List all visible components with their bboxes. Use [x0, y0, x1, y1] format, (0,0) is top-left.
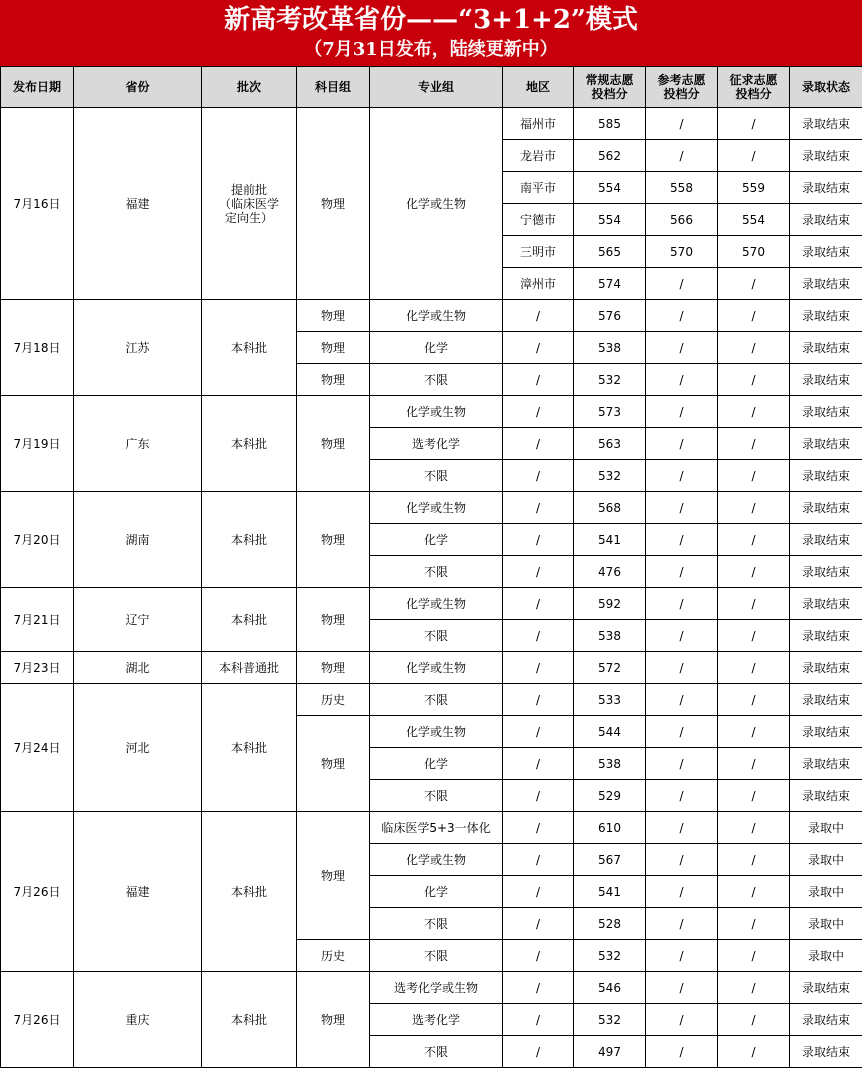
cell-region: /	[503, 1004, 574, 1036]
cell-solicit-score: /	[718, 364, 790, 396]
cell-status: 录取结束	[790, 684, 862, 716]
cell-reference-score: /	[646, 524, 718, 556]
cell-status: 录取结束	[790, 108, 862, 140]
cell-date: 7月16日	[1, 108, 74, 300]
header-batch: 批次	[202, 67, 297, 108]
cell-solicit-score: /	[718, 620, 790, 652]
cell-major-group: 化学	[370, 748, 503, 780]
cell-major-group: 化学	[370, 332, 503, 364]
cell-status: 录取结束	[790, 428, 862, 460]
cell-reference-score: /	[646, 492, 718, 524]
cell-regular-score: 528	[574, 908, 646, 940]
cell-subject: 物理	[297, 332, 370, 364]
header-date: 发布日期	[1, 67, 74, 108]
cell-major-group: 不限	[370, 556, 503, 588]
cell-regular-score: 592	[574, 588, 646, 620]
cell-solicit-score: /	[718, 268, 790, 300]
cell-regular-score: 567	[574, 844, 646, 876]
cell-region: /	[503, 652, 574, 684]
cell-major-group: 化学或生物	[370, 844, 503, 876]
cell-region: /	[503, 620, 574, 652]
cell-region: 龙岩市	[503, 140, 574, 172]
cell-solicit-score: /	[718, 844, 790, 876]
cell-reference-score: /	[646, 396, 718, 428]
table-row	[1, 652, 862, 684]
cell-status: 录取结束	[790, 492, 862, 524]
cell-regular-score: 610	[574, 812, 646, 844]
cell-status: 录取结束	[790, 204, 862, 236]
cell-solicit-score: 570	[718, 236, 790, 268]
cell-status: 录取中	[790, 844, 862, 876]
cell-regular-score: 554	[574, 172, 646, 204]
cell-regular-score: 568	[574, 492, 646, 524]
cell-major-group: 选考化学	[370, 428, 503, 460]
cell-province: 福建	[74, 108, 202, 300]
cell-region: /	[503, 460, 574, 492]
cell-batch: 本科批	[202, 588, 297, 652]
cell-batch: 提前批 （临床医学 定向生）	[202, 108, 297, 300]
cell-solicit-score: /	[718, 908, 790, 940]
header-solicit-score: 征求志愿 投档分	[718, 67, 790, 108]
title-banner	[0, 0, 862, 66]
cell-batch: 本科批	[202, 300, 297, 396]
cell-status: 录取中	[790, 876, 862, 908]
cell-regular-score: 563	[574, 428, 646, 460]
cell-date: 7月21日	[1, 588, 74, 652]
cell-regular-score: 532	[574, 940, 646, 972]
cell-major-group: 化学或生物	[370, 716, 503, 748]
cell-reference-score: /	[646, 588, 718, 620]
cell-major-group: 化学	[370, 524, 503, 556]
cell-status: 录取结束	[790, 524, 862, 556]
cell-region: 福州市	[503, 108, 574, 140]
cell-regular-score: 572	[574, 652, 646, 684]
cell-major-group: 不限	[370, 780, 503, 812]
cell-province: 重庆	[74, 972, 202, 1068]
cell-status: 录取结束	[790, 140, 862, 172]
cell-region: /	[503, 972, 574, 1004]
cell-region: /	[503, 748, 574, 780]
cell-status: 录取结束	[790, 236, 862, 268]
cell-solicit-score: /	[718, 972, 790, 1004]
cell-solicit-score: /	[718, 1004, 790, 1036]
cell-date: 7月24日	[1, 684, 74, 812]
table-row	[1, 108, 862, 140]
cell-regular-score: 585	[574, 108, 646, 140]
cell-regular-score: 532	[574, 460, 646, 492]
cell-status: 录取结束	[790, 332, 862, 364]
cell-regular-score: 538	[574, 620, 646, 652]
cell-region: /	[503, 332, 574, 364]
cell-solicit-score: /	[718, 492, 790, 524]
cell-major-group: 不限	[370, 908, 503, 940]
cell-status: 录取结束	[790, 364, 862, 396]
cell-region: /	[503, 716, 574, 748]
cell-region: /	[503, 812, 574, 844]
cell-solicit-score: /	[718, 140, 790, 172]
cell-solicit-score: /	[718, 780, 790, 812]
cell-reference-score: /	[646, 460, 718, 492]
cell-solicit-score: /	[718, 396, 790, 428]
cell-status: 录取结束	[790, 556, 862, 588]
cell-subject: 物理	[297, 652, 370, 684]
cell-date: 7月18日	[1, 300, 74, 396]
cell-regular-score: 574	[574, 268, 646, 300]
cell-reference-score: /	[646, 812, 718, 844]
cell-region: /	[503, 908, 574, 940]
cell-status: 录取结束	[790, 588, 862, 620]
cell-solicit-score: /	[718, 684, 790, 716]
cell-province: 湖北	[74, 652, 202, 684]
cell-status: 录取结束	[790, 268, 862, 300]
cell-major-group: 化学或生物	[370, 492, 503, 524]
cell-regular-score: 533	[574, 684, 646, 716]
cell-major-group: 不限	[370, 684, 503, 716]
cell-solicit-score: 559	[718, 172, 790, 204]
cell-major-group: 不限	[370, 460, 503, 492]
cell-reference-score: /	[646, 940, 718, 972]
cell-regular-score: 532	[574, 364, 646, 396]
cell-solicit-score: /	[718, 748, 790, 780]
header-province: 省份	[74, 67, 202, 108]
cell-batch: 本科批	[202, 492, 297, 588]
cell-region: /	[503, 844, 574, 876]
cell-province: 辽宁	[74, 588, 202, 652]
cell-status: 录取结束	[790, 652, 862, 684]
cell-solicit-score: /	[718, 1036, 790, 1068]
cell-reference-score: /	[646, 972, 718, 1004]
cell-reference-score: /	[646, 684, 718, 716]
cell-subject: 历史	[297, 940, 370, 972]
cell-province: 河北	[74, 684, 202, 812]
cell-batch: 本科批	[202, 972, 297, 1068]
cell-regular-score: 538	[574, 332, 646, 364]
header-reference-score: 参考志愿 投档分	[646, 67, 718, 108]
cell-reference-score: 558	[646, 172, 718, 204]
cell-subject: 物理	[297, 364, 370, 396]
cell-date: 7月20日	[1, 492, 74, 588]
header-region: 地区	[503, 67, 574, 108]
cell-reference-score: /	[646, 140, 718, 172]
cell-major-group: 不限	[370, 364, 503, 396]
cell-status: 录取结束	[790, 780, 862, 812]
cell-solicit-score: /	[718, 652, 790, 684]
cell-regular-score: 541	[574, 876, 646, 908]
header-status: 录取状态	[790, 67, 862, 108]
cell-subject: 物理	[297, 588, 370, 652]
table-row	[1, 300, 862, 332]
cell-reference-score: /	[646, 908, 718, 940]
cell-major-group: 临床医学5+3一体化	[370, 812, 503, 844]
cell-status: 录取结束	[790, 172, 862, 204]
cell-reference-score: /	[646, 620, 718, 652]
cell-regular-score: 554	[574, 204, 646, 236]
cell-regular-score: 573	[574, 396, 646, 428]
cell-reference-score: /	[646, 364, 718, 396]
admission-score-table	[0, 66, 862, 1068]
cell-regular-score: 532	[574, 1004, 646, 1036]
cell-region: /	[503, 684, 574, 716]
cell-region: /	[503, 780, 574, 812]
cell-batch: 本科批	[202, 812, 297, 972]
table-row	[1, 812, 862, 844]
cell-major-group: 不限	[370, 940, 503, 972]
cell-major-group: 化学或生物	[370, 108, 503, 300]
cell-subject: 物理	[297, 972, 370, 1068]
cell-region: 漳州市	[503, 268, 574, 300]
cell-major-group: 化学或生物	[370, 396, 503, 428]
page-subtitle: （7月31日发布，陆续更新中）	[0, 38, 862, 62]
cell-reference-score: /	[646, 780, 718, 812]
header-row	[1, 67, 862, 108]
cell-reference-score: /	[646, 1004, 718, 1036]
cell-region: /	[503, 300, 574, 332]
header-major-group: 专业组	[370, 67, 503, 108]
cell-solicit-score: /	[718, 428, 790, 460]
cell-reference-score: /	[646, 332, 718, 364]
cell-solicit-score: /	[718, 300, 790, 332]
cell-subject: 物理	[297, 812, 370, 940]
cell-major-group: 不限	[370, 1036, 503, 1068]
cell-status: 录取结束	[790, 748, 862, 780]
cell-major-group: 选考化学或生物	[370, 972, 503, 1004]
cell-status: 录取结束	[790, 396, 862, 428]
cell-region: /	[503, 588, 574, 620]
cell-solicit-score: 554	[718, 204, 790, 236]
cell-subject: 物理	[297, 716, 370, 812]
cell-region: /	[503, 428, 574, 460]
cell-major-group: 选考化学	[370, 1004, 503, 1036]
header-regular-score: 常规志愿 投档分	[574, 67, 646, 108]
cell-reference-score: /	[646, 716, 718, 748]
cell-batch: 本科普通批	[202, 652, 297, 684]
cell-major-group: 化学或生物	[370, 652, 503, 684]
cell-reference-score: /	[646, 300, 718, 332]
cell-region: /	[503, 492, 574, 524]
cell-regular-score: 497	[574, 1036, 646, 1068]
cell-date: 7月26日	[1, 972, 74, 1068]
cell-regular-score: 565	[574, 236, 646, 268]
cell-solicit-score: /	[718, 524, 790, 556]
cell-subject: 历史	[297, 684, 370, 716]
cell-reference-score: /	[646, 1036, 718, 1068]
cell-subject: 物理	[297, 492, 370, 588]
table-body	[1, 108, 862, 1068]
table-row	[1, 972, 862, 1004]
cell-province: 福建	[74, 812, 202, 972]
cell-regular-score: 544	[574, 716, 646, 748]
cell-solicit-score: /	[718, 812, 790, 844]
cell-regular-score: 529	[574, 780, 646, 812]
cell-regular-score: 541	[574, 524, 646, 556]
cell-province: 江苏	[74, 300, 202, 396]
cell-status: 录取结束	[790, 1004, 862, 1036]
cell-region: /	[503, 396, 574, 428]
cell-batch: 本科批	[202, 396, 297, 492]
cell-status: 录取中	[790, 812, 862, 844]
cell-region: /	[503, 556, 574, 588]
cell-reference-score: 566	[646, 204, 718, 236]
cell-major-group: 化学	[370, 876, 503, 908]
cell-regular-score: 562	[574, 140, 646, 172]
cell-region: /	[503, 876, 574, 908]
cell-regular-score: 476	[574, 556, 646, 588]
cell-solicit-score: /	[718, 588, 790, 620]
cell-solicit-score: /	[718, 460, 790, 492]
cell-batch: 本科批	[202, 684, 297, 812]
cell-status: 录取中	[790, 908, 862, 940]
cell-date: 7月26日	[1, 812, 74, 972]
cell-reference-score: /	[646, 268, 718, 300]
cell-status: 录取中	[790, 940, 862, 972]
cell-reference-score: /	[646, 876, 718, 908]
table-row	[1, 492, 862, 524]
cell-reference-score: /	[646, 652, 718, 684]
cell-reference-score: /	[646, 748, 718, 780]
cell-status: 录取结束	[790, 300, 862, 332]
cell-subject: 物理	[297, 396, 370, 492]
page-title: 新高考改革省份——“3+1+2”模式	[0, 0, 862, 38]
header-subject: 科目组	[297, 67, 370, 108]
cell-province: 广东	[74, 396, 202, 492]
cell-region: 南平市	[503, 172, 574, 204]
cell-date: 7月19日	[1, 396, 74, 492]
cell-region: 宁德市	[503, 204, 574, 236]
cell-major-group: 化学或生物	[370, 588, 503, 620]
cell-status: 录取结束	[790, 460, 862, 492]
cell-major-group: 不限	[370, 620, 503, 652]
cell-regular-score: 546	[574, 972, 646, 1004]
cell-regular-score: 576	[574, 300, 646, 332]
cell-province: 湖南	[74, 492, 202, 588]
cell-status: 录取结束	[790, 972, 862, 1004]
cell-solicit-score: /	[718, 556, 790, 588]
cell-region: /	[503, 940, 574, 972]
cell-region: 三明市	[503, 236, 574, 268]
cell-date: 7月23日	[1, 652, 74, 684]
cell-solicit-score: /	[718, 876, 790, 908]
cell-subject: 物理	[297, 300, 370, 332]
cell-solicit-score: /	[718, 108, 790, 140]
table-row	[1, 588, 862, 620]
cell-solicit-score: /	[718, 332, 790, 364]
cell-region: /	[503, 364, 574, 396]
cell-solicit-score: /	[718, 940, 790, 972]
cell-status: 录取结束	[790, 1036, 862, 1068]
cell-subject: 物理	[297, 108, 370, 300]
cell-major-group: 化学或生物	[370, 300, 503, 332]
cell-reference-score: /	[646, 108, 718, 140]
cell-solicit-score: /	[718, 716, 790, 748]
cell-status: 录取结束	[790, 620, 862, 652]
cell-reference-score: 570	[646, 236, 718, 268]
cell-region: /	[503, 1036, 574, 1068]
cell-reference-score: /	[646, 428, 718, 460]
cell-reference-score: /	[646, 844, 718, 876]
cell-status: 录取结束	[790, 716, 862, 748]
table-row	[1, 684, 862, 716]
table-row	[1, 396, 862, 428]
cell-reference-score: /	[646, 556, 718, 588]
cell-regular-score: 538	[574, 748, 646, 780]
cell-region: /	[503, 524, 574, 556]
